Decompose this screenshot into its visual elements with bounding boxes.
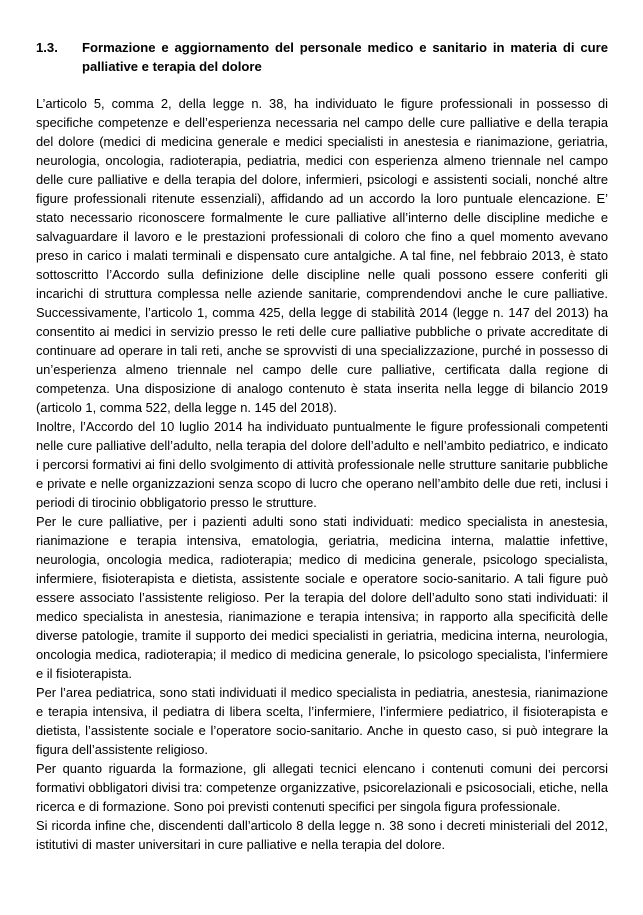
section-heading (36, 38, 608, 76)
paragraph-formazione: Per quanto riguarda la formazione, gli allegati tecnici elencano i contenuti comuni dei percorsi formativi obbligatori divisi tra: competenze organizzative, psicorelazionali e psicosociali, etiche, nella ricerca e di formazione. Sono poi previsti contenuti specifici per singola figura professionale. (36, 761, 608, 814)
paragraph-figure-adulti: Per le cure palliative, per i pazienti adulti sono stati individuati: medico specialista in anestesia, rianimazione e terapia intensiva, ematologia, geriatria, medicina interna, malattie infettive, neurologia, oncologia medica, radioterapia; medico di medicina generale, psicologo specialista, infermiere, fisioterapista e dietista, assistente sociale e operatore socio-sanitario. A tali figure può essere associato l’assistente religioso. Per la terapia del dolore dell’adulto sono stati individuati: il medico specialista in anestesia, rianimazione e terapia intensiva; in rapporto alla specificità delle diverse patologie, tramite il supporto dei medici specialisti in geriatria, medicina interna, neurologia, oncologia medica, radioterapia; il medico di medicina generale, lo psicologo specialista, l’infermiere e il fisioterapista. (36, 514, 608, 681)
section-number: 1.3. (36, 40, 58, 55)
paragraph-master-universitari: Si ricorda infine che, discendenti dall’articolo 8 della legge n. 38 sono i decreti ministeriali del 2012, istitutivi di master universitari in cure palliative e nella terapia del dolore. (36, 818, 608, 852)
section-title: Formazione e aggiornamento del personale medico e sanitario in materia di cure palliative e terapia del dolore (82, 40, 608, 74)
document-page (36, 38, 608, 854)
paragraph-legge-38: L’articolo 5, comma 2, della legge n. 38, ha individuato le figure professionali in possesso di specifiche competenze e dell’esperienza necessaria nel campo delle cure palliative e della terapia del dolore (medici di medicina generale e medici specialisti in anestesia e rianimazione, geriatria, neurologia, oncologia, radioterapia, pediatria, medici con esperienza almeno triennale nel campo delle cure palliative e della terapia del dolore, infermieri, psicologi e assistenti sociali, nonché altre figure professionali ritenute essenziali), affidando ad un accordo la loro puntuale elencazione. E’ stato necessario riconoscere formalmente le cure palliative all’interno delle discipline mediche e salvaguardare il lavoro e le prestazioni professionali di coloro che fino a quel momento avevano preso in carico i malati terminali e dispensato cure antalgiche. A tal fine, nel febbraio 2013, è stato sottoscritto l’Accordo sulla definizione delle discipline nelle quali possono essere conferiti gli incarichi di struttura complessa nelle aziende sanitarie, comprendendovi anche le cure palliative. Successivamente, l’articolo 1, comma 425, della legge di stabilità 2014 (legge n. 147 del 2013) ha consentito ai medici in servizio presso le reti delle cure palliative pubbliche o private accreditate di continuare ad operare in tali reti, anche se sprovvisti di una specializzazione, purché in possesso di un’esperienza almeno triennale nel campo delle cure palliative, certificata dalla regione di competenza. Una disposizione di analogo contenuto è stata inserita nella legge di bilancio 2019 (articolo 1, comma 522, della legge n. 145 del 2018). (36, 96, 608, 415)
paragraph-area-pediatrica: Per l’area pediatrica, sono stati individuati il medico specialista in pediatria, anestesia, rianimazione e terapia intensiva, il pediatra di libera scelta, l’infermiere, l’infermiere pediatrico, il fisioterapista e dietista, l’assistente sociale e l’operatore socio-sanitario. Anche in questo caso, si può integrare la figura dell’assistente religioso. (36, 685, 608, 757)
paragraph-accordo-2014: Inoltre, l’Accordo del 10 luglio 2014 ha individuato puntualmente le figure professionali competenti nelle cure palliative dell’adulto, nella terapia del dolore dell’adulto e nell’ambito pediatrico, e indicato i percorsi formativi ai fini dello svolgimento di attività professionale nelle strutture sanitarie pubbliche e private e nelle organizzazioni senza scopo di lucro che operano nell’ambito delle due reti, inclusi i periodi di tirocinio obbligatorio presso le strutture. (36, 419, 608, 510)
